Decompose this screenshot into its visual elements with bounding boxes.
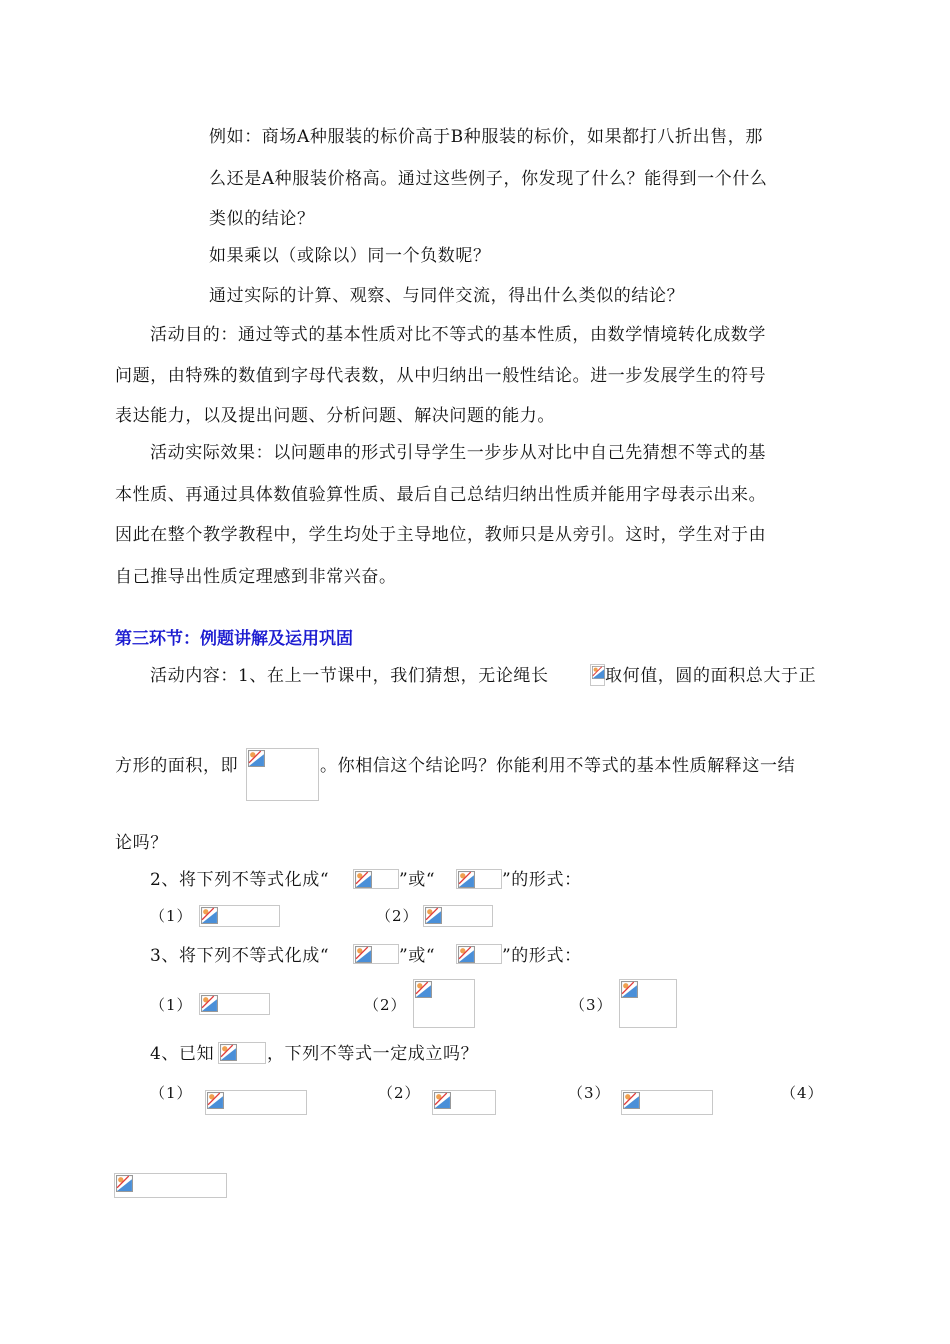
q1-text-a: 活动内容：1、在上一节课中，我们猜想，无论绳长 [150,666,549,686]
q2-label-2: （2） [376,907,419,925]
example-line-5: 通过实际的计算、观察、与同伴交流，得出什么类似的结论？ [209,286,685,306]
broken-image-icon [415,981,432,998]
broken-image-icon [355,946,372,963]
formula-image [456,869,502,889]
broken-image-icon [458,946,475,963]
formula-image [199,905,280,927]
example-line-1: 例如：商场A种服装的标价高于B种服装的标价，如果都打八折出售，那 [209,127,763,147]
effect-line-1: 活动实际效果：以问题串的形式引导学生一步步从对比中自己先猜想不等式的基 [150,443,766,463]
effect-line-3: 因此在整个教学教程中，学生均处于主导地位，教师只是从旁引。这时，学生对于由 [115,525,767,545]
example-line-3: 类似的结论？ [209,209,315,229]
q3-label-2: （2） [364,996,407,1014]
formula-image [423,905,493,927]
broken-image-icon [207,1092,224,1109]
formula-image [199,993,270,1015]
q2-text-b: ”或“ [399,870,436,890]
q4-text-b: ，下列不等式一定成立吗？ [267,1044,479,1064]
formula-image [413,979,475,1028]
broken-image-icon [434,1092,451,1109]
purpose-line-3: 表达能力，以及提出问题、分析问题、解决问题的能力。 [115,406,555,426]
purpose-line-2: 问题，由特殊的数值到字母代表数，从中归纳出一般性结论。进一步发展学生的符号 [115,366,767,386]
broken-image-icon [592,666,605,679]
broken-image-icon [220,1044,237,1061]
q2-text-c: ”的形式： [502,870,582,890]
purpose-line-1: 活动目的：通过等式的基本性质对比不等式的基本性质，由数学情境转化成数学 [150,325,766,345]
broken-image-icon [116,1175,133,1192]
q4-text-a: 4、已知 [150,1044,215,1064]
formula-image [114,1173,227,1198]
q1-text-b: 取何值，圆的面积总大于正 [605,666,817,686]
q3-text-b: ”或“ [399,946,436,966]
q3-label-1: （1） [150,996,193,1014]
example-line-2: 么还是A种服装价格高。通过这些例子，你发现了什么？能得到一个什么 [209,169,768,189]
q4-label-2: （2） [378,1084,421,1102]
q2-label-1: （1） [150,907,193,925]
q1-text-d: 。你相信这个结论吗？你能利用不等式的基本性质解释这一结 [320,756,796,776]
formula-image [205,1090,307,1115]
section-3-heading: 第三环节：例题讲解及运用巩固 [115,629,353,649]
q2-text-a: 2、将下列不等式化成“ [150,870,330,890]
broken-image-icon [355,871,372,888]
broken-image-icon [201,907,218,924]
formula-image [621,1090,713,1115]
broken-image-icon [201,995,218,1012]
q4-label-3: （3） [568,1084,611,1102]
formula-image [432,1090,496,1115]
formula-image [619,979,677,1028]
formula-image [456,944,502,964]
q4-label-4: （4） [781,1084,824,1102]
broken-image-icon [425,907,442,924]
formula-image [353,869,399,889]
formula-image [590,664,605,686]
broken-image-icon [623,1092,640,1109]
broken-image-icon [458,871,475,888]
q1-text-e: 论吗？ [115,833,168,853]
formula-image [218,1042,266,1064]
q3-text-c: ”的形式： [502,946,582,966]
q3-text-a: 3、将下列不等式化成“ [150,946,330,966]
effect-line-2: 本性质、再通过具体数值验算性质、最后自己总结归纳出性质并能用字母表示出来。 [115,485,767,505]
q3-label-3: （3） [570,996,613,1014]
formula-image [246,748,319,801]
broken-image-icon [621,981,638,998]
formula-image [353,944,399,964]
example-line-4: 如果乘以（或除以）同一个负数呢？ [209,246,491,266]
q4-label-1: （1） [150,1084,193,1102]
effect-line-4: 自己推导出性质定理感到非常兴奋。 [115,567,397,587]
q1-text-c: 方形的面积，即 [115,756,239,776]
broken-image-icon [248,750,265,767]
